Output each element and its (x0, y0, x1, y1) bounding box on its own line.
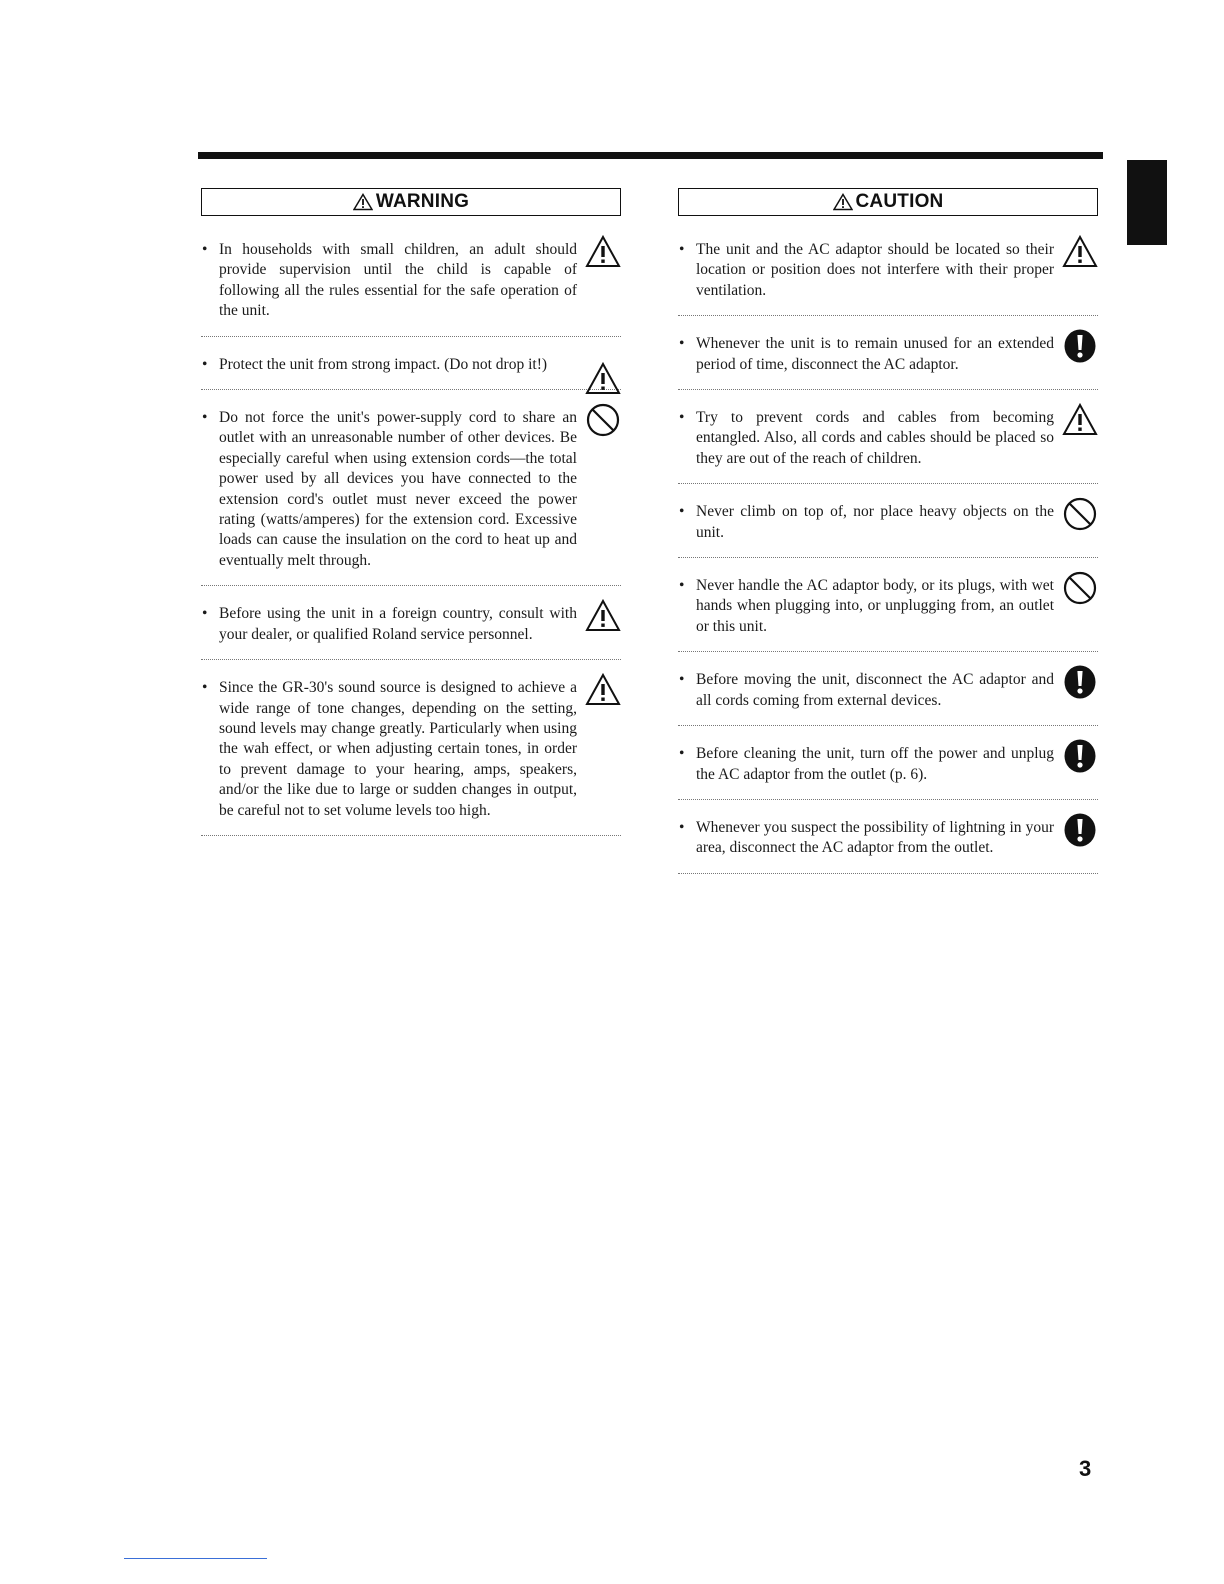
chapter-thumb-tab (1127, 160, 1167, 245)
warning-triangle-icon (1062, 402, 1098, 438)
caution-item-text: The unit and the AC adaptor should be located so their location or position does not interfere with their proper ventilation. (696, 241, 1054, 299)
top-rule (198, 152, 1103, 159)
warning-item-text: Before using the unit in a foreign country, consult with your dealer, or qualified Roland service personnel. (219, 605, 577, 643)
bullet: • (202, 679, 208, 697)
bullet: • (679, 241, 685, 258)
bullet: • (202, 241, 208, 258)
caution-item (678, 502, 1098, 558)
warning-item (201, 355, 621, 390)
page-number: 3 (1079, 1456, 1092, 1481)
prohibited-icon (585, 402, 621, 438)
bullet: • (679, 503, 685, 521)
warning-triangle-icon (1062, 234, 1098, 270)
warning-triangle-icon (353, 193, 373, 211)
mandatory-action-icon (1062, 812, 1098, 848)
warning-item-text: Since the GR-30's sound source is designed to achieve a wide range of tone changes, depending on the setting, sound levels may change greatly. Particularly when using the wah effect, or when adjusting certain tones, in order to prevent damage to your hearing, amps, speakers, and/or the like due to large or sudden changes in output, be careful not to set volume levels too high. (219, 679, 577, 819)
warning-triangle-icon (585, 598, 621, 634)
footer-rule (124, 1558, 267, 1559)
warning-item-text: Protect the unit from strong impact. (Do not drop it!) (219, 355, 548, 373)
bullet: • (679, 409, 685, 427)
caution-item (678, 744, 1098, 800)
bullet: • (679, 671, 685, 689)
warning-item-text: In households with small children, an adult should provide supervision until the child is capable of following all the rules essential for the safe operation of the unit. (219, 241, 577, 320)
caution-item-text: Never handle the AC adaptor body, or its plugs, with wet hands when plugging into, or unplugging from, an outlet or this unit. (696, 577, 1054, 635)
warning-item (201, 240, 621, 337)
warning-header (201, 188, 621, 216)
bullet: • (679, 577, 685, 595)
bullet: • (202, 355, 208, 373)
caution-item-text: Try to prevent cords and cables from becoming entangled. Also, all cords and cables should be placed so they are out of the reach of children. (696, 409, 1054, 467)
caution-list (678, 240, 1098, 874)
prohibited-icon (1062, 570, 1098, 606)
caution-item-text: Whenever the unit is to remain unused for an extended period of time, disconnect the AC adaptor. (696, 335, 1054, 373)
caution-item (678, 670, 1098, 726)
caution-header (678, 188, 1098, 216)
caution-item-text: Before cleaning the unit, turn off the power and unplug the AC adaptor from the outlet (p. 6). (696, 745, 1054, 783)
warning-list (201, 240, 621, 836)
caution-item-text: Never climb on top of, nor place heavy objects on the unit. (696, 503, 1054, 541)
caution-item (678, 334, 1098, 390)
caution-column (678, 188, 1098, 892)
warning-triangle-icon (833, 193, 853, 211)
caution-title: CAUTION (855, 191, 944, 212)
warning-item (201, 604, 621, 660)
caution-item (678, 408, 1098, 484)
caution-item-text: Whenever you suspect the possibility of lightning in your area, disconnect the AC adaptor from the outlet. (696, 818, 1054, 857)
bullet: • (202, 605, 208, 623)
caution-item (678, 240, 1098, 316)
warning-item (201, 678, 621, 836)
warning-title: WARNING (375, 191, 470, 212)
warning-item-text: Do not force the unit's power-supply cord to share an outlet with an unreasonable number of other devices. Be especially careful when using extension cords—the total power used by all devices you have connected to the extension cord's outlet must never exceed the power rating (watts/amperes) for the extension cord. Excessive loads can cause the insulation on the cord to heat up and eventually melt through. (219, 409, 577, 569)
mandatory-action-icon (1062, 328, 1098, 364)
warning-triangle-icon (585, 361, 621, 397)
mandatory-action-icon (1062, 738, 1098, 774)
bullet: • (679, 818, 685, 836)
caution-item-text: Before moving the unit, disconnect the AC adaptor and all cords coming from external devices. (696, 671, 1054, 709)
prohibited-icon (1062, 496, 1098, 532)
mandatory-action-icon (1062, 664, 1098, 700)
bullet: • (679, 745, 685, 763)
caution-item (678, 818, 1098, 874)
warning-item (201, 408, 621, 586)
warning-triangle-icon (585, 234, 621, 270)
warning-column (201, 188, 621, 854)
caution-item (678, 576, 1098, 652)
bullet: • (679, 335, 685, 353)
bullet: • (202, 409, 208, 427)
warning-triangle-icon (585, 672, 621, 708)
